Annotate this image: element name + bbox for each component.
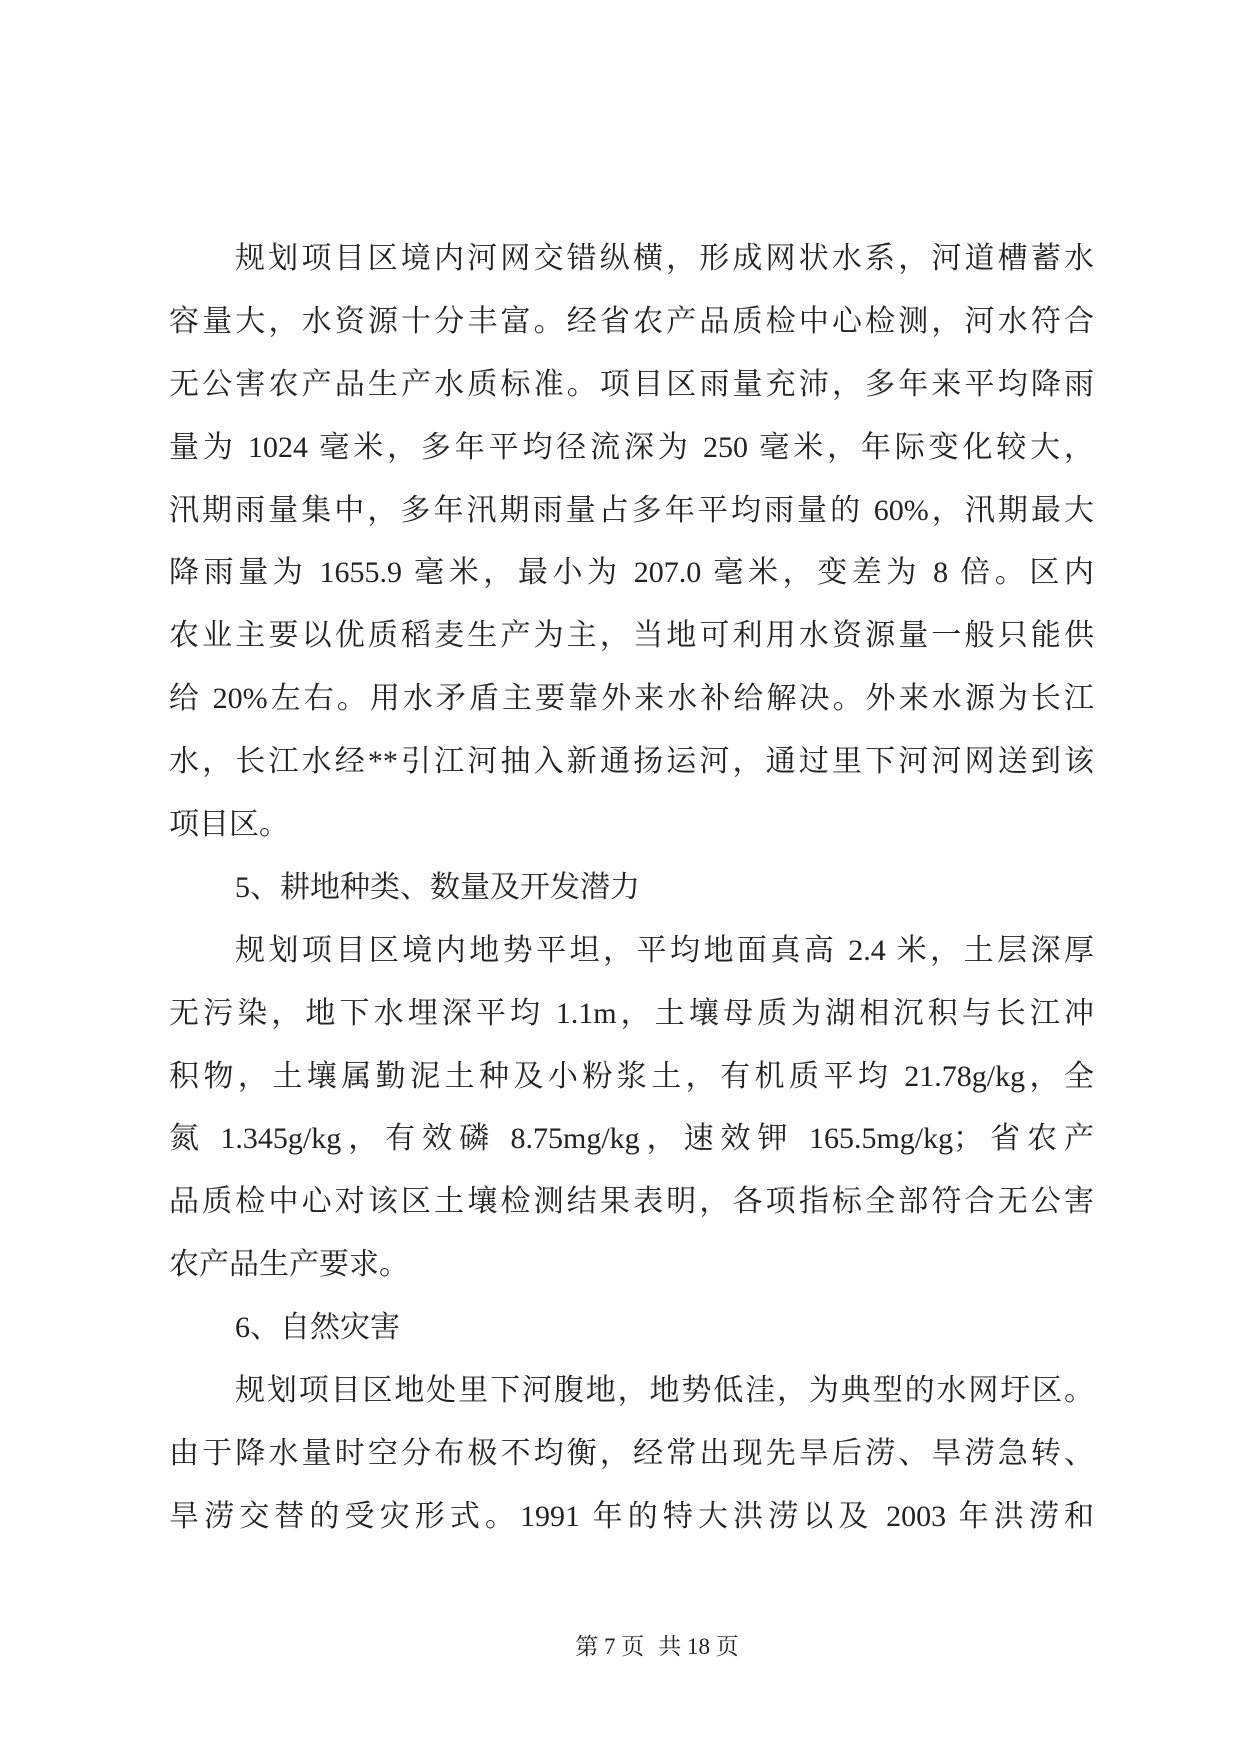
text-line: 氮 1.345g/kg，有效磷 8.75mg/kg，速效钾 165.5mg/kg；省农产 [169,1122,1094,1156]
text-line: 给 20%左右。用水矛盾主要靠外来水补给解决。外来水源为长江 [169,682,1094,716]
text-line: 汛期雨量集中，多年汛期雨量占多年平均雨量的 60%，汛期最大 [169,493,1094,527]
text-line: 量为 1024 毫米，多年平均径流深为 250 毫米，年际变化较大， [169,430,1094,464]
text-line: 由于降水量时空分布极不均衡，经常出现先旱后涝、旱涝急转、 [169,1436,1094,1470]
text-line: 规划项目区境内河网交错纵横，形成网状水系，河道槽蓄水 [235,242,1094,275]
text-line: 农产品生产要求。 [169,1248,409,1282]
text-line: 无公害农产品生产水质标准。项目区雨量充沛，多年来平均降雨 [169,367,1094,401]
text-line: 项目区。 [169,808,289,842]
text-line: 降雨量为 1655.9 毫米，最小为 207.0 毫米，变差为 8 倍。区内 [169,556,1094,590]
text-line: 水，长江水经**引江河抽入新通扬运河，通过里下河河网送到该 [169,745,1094,779]
text-line: 农业主要以优质稻麦生产为主，当地可利用水资源量一般只能供 [169,619,1094,653]
section-heading-6: 6、自然灾害 [235,1311,400,1345]
text-line: 规划项目区地处里下河腹地，地势低洼，为典型的水网圩区。 [235,1374,1094,1408]
document-body [169,228,1094,1549]
text-line: 无污染，地下水埋深平均 1.1m，土壤母质为湖相沉积与长江冲 [169,996,1094,1030]
text-line: 积物，土壤属勤泥土种及小粉浆土，有机质平均 21.78g/kg，全 [169,1059,1094,1093]
text-line: 规划项目区境内地势平坦，平均地面真高 2.4 米，土层深厚 [235,933,1094,967]
paragraph-water-resources [169,228,1094,857]
paragraph-land [169,920,1094,1297]
text-line: 容量大，水资源十分丰富。经省农产品质检中心检测，河水符合 [169,304,1094,338]
text-line: 品质检中心对该区土壤检测结果表明，各项指标全部符合无公害 [169,1185,1094,1219]
paragraph-natural-disasters [169,1360,1094,1549]
text-line: 旱涝交替的受灾形式。1991 年的特大洪涝以及 2003 年洪涝和 [169,1499,1094,1533]
section-heading-5: 5、耕地种类、数量及开发潜力 [235,870,640,904]
page-number: 第 7 页 [575,1634,645,1659]
page-footer [507,1634,807,1660]
page-count: 共 18 页 [658,1634,739,1659]
